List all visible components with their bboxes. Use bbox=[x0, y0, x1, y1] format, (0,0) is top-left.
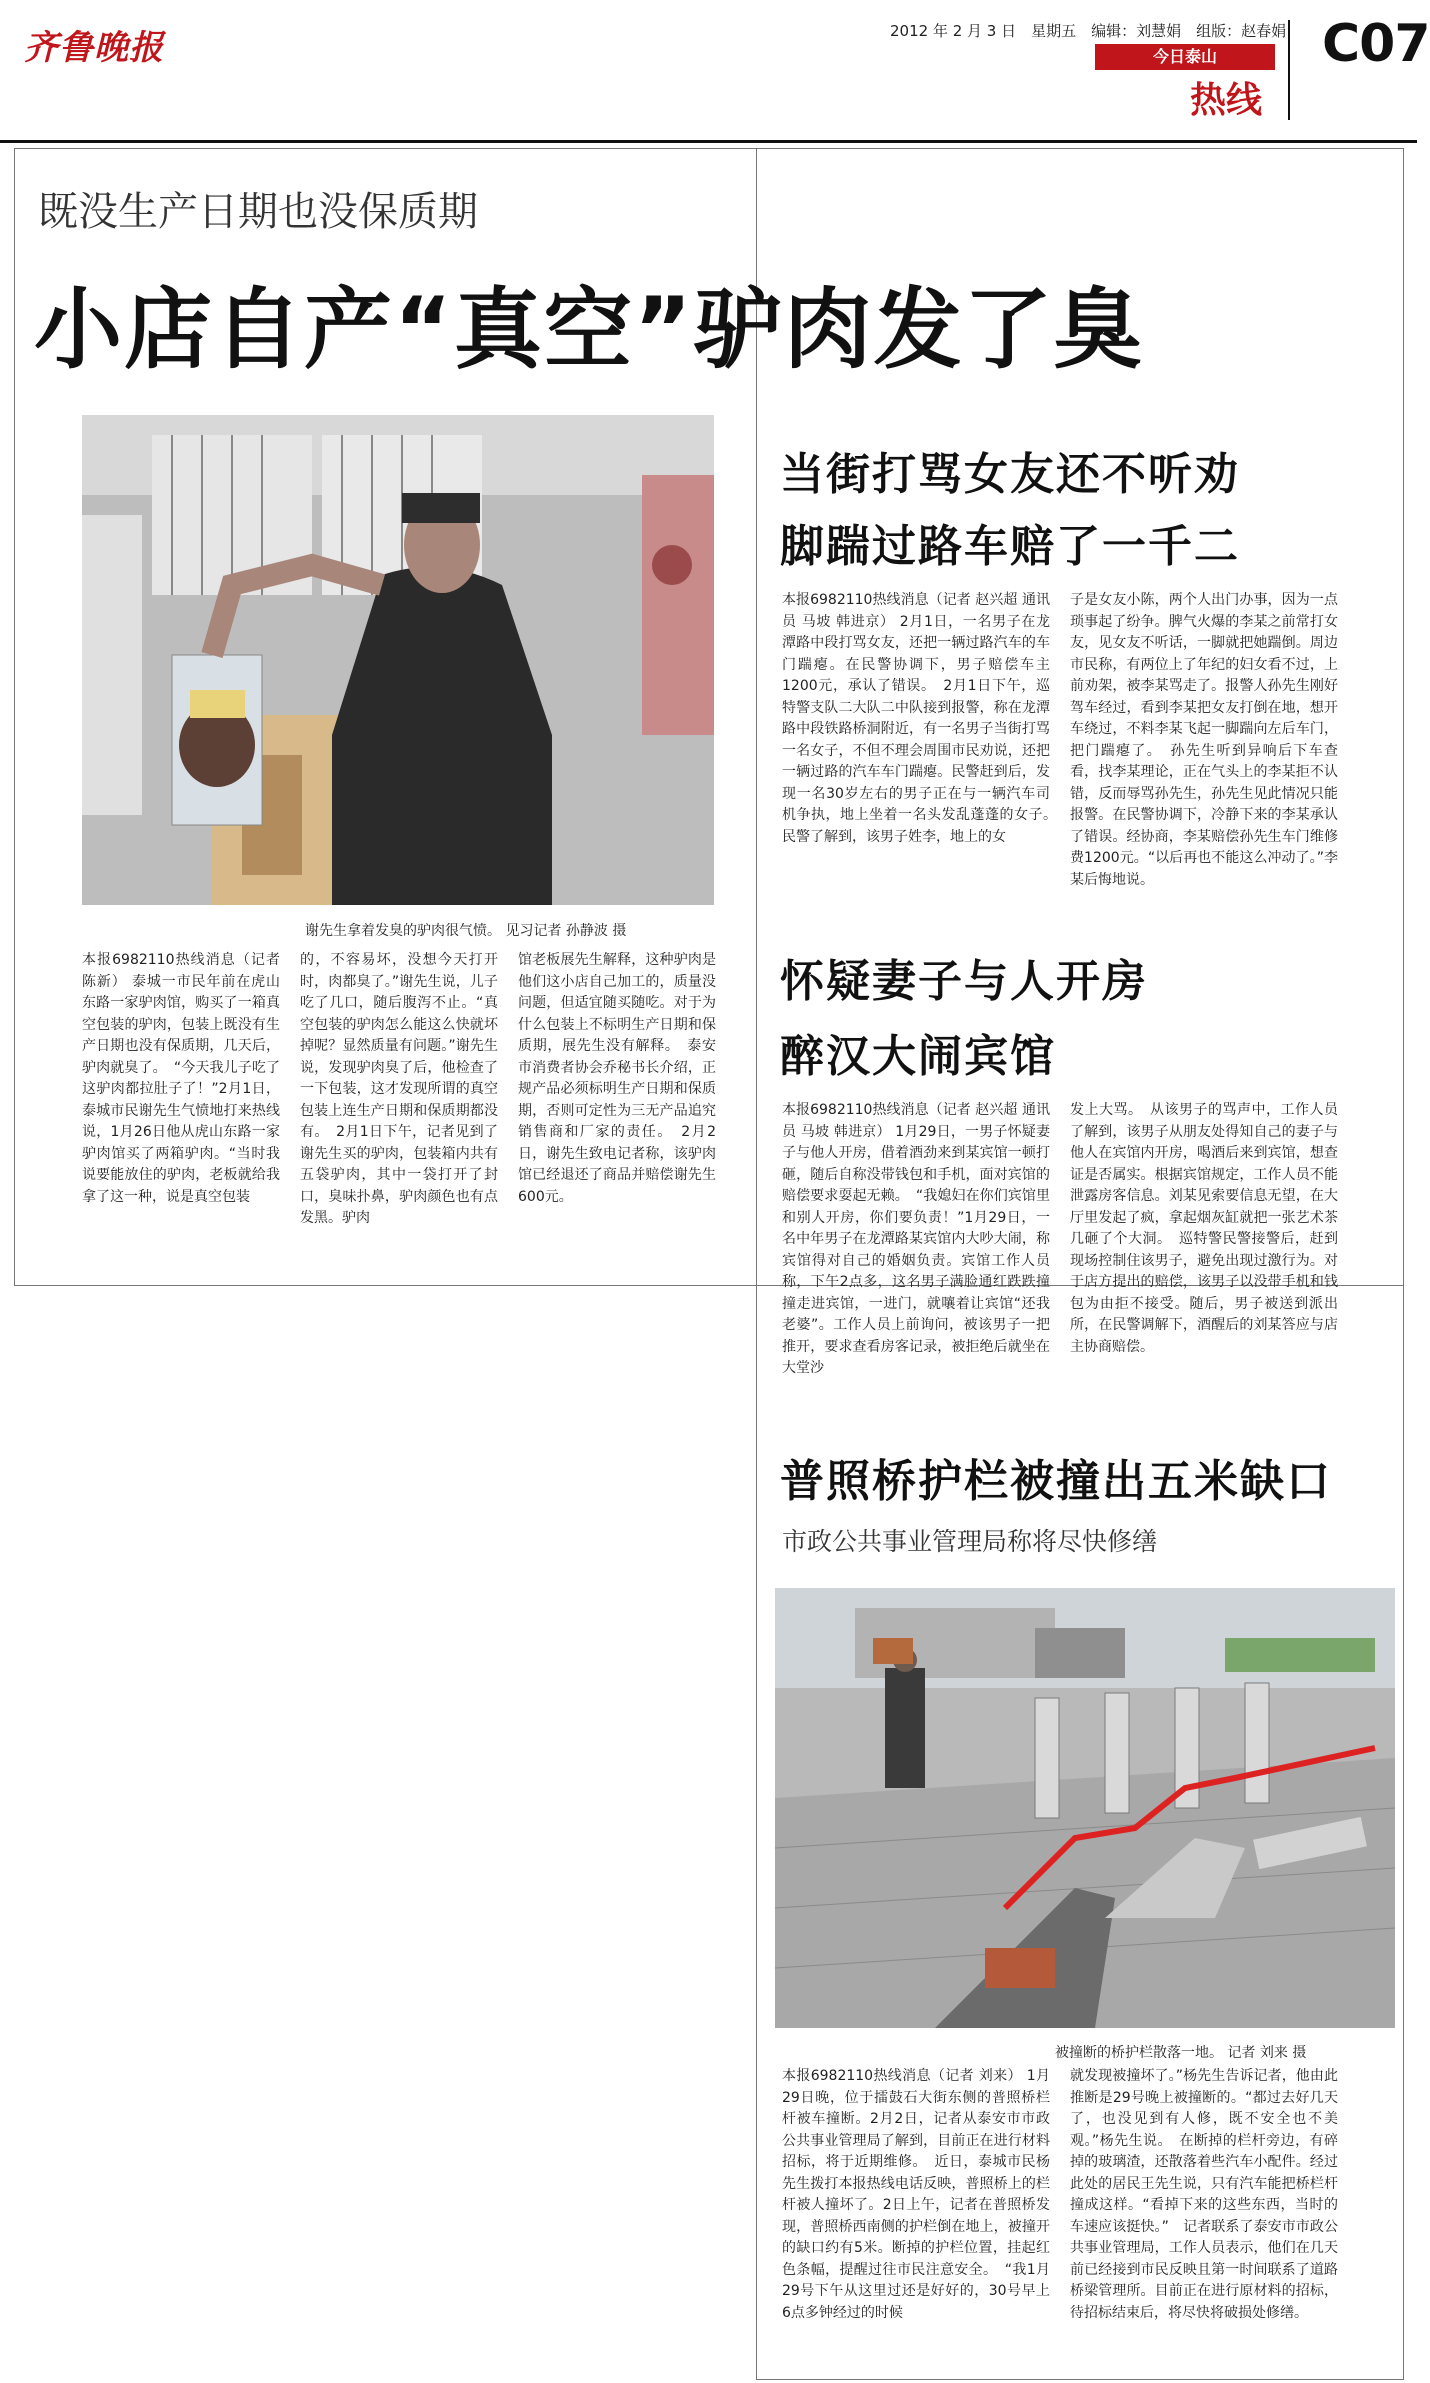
newspaper-logo: 齐鲁晚报 bbox=[24, 28, 164, 68]
top-rule bbox=[0, 140, 1417, 143]
page-number: C07 bbox=[1322, 14, 1430, 74]
story2-column-1: 本报6982110热线消息（记者 赵兴超 通讯员 马坡 韩进京） 2月1日，一名男子在龙潭路中段打骂女友，还把一辆过路汽车的车门踹瘪。在民警协调下，男子赔偿车主1200元，承认了错误。 2月1日下午，巡特警支队二大队二中队接到报警，称在龙潭路中段铁路桥洞附近，有一名男子当街打骂一名女子，不但不理会周围市民劝说，还把一辆过路的汽车车门踹瘪。民警赶到后，发现一名30岁左右的男子正在与一辆汽车司机争执，地上坐着一名头发乱蓬蓬的女子。 民警了解到，该男子姓李，地上的女 bbox=[782, 592, 1064, 845]
story2-title-line1: 当街打骂女友还不听劝 bbox=[780, 449, 1240, 500]
lead-column-3: 馆老板展先生解释，这种驴肉是他们这小店自己加工的，质量没问题，但适宜随买随吃。对于为什么包装上不标明生产日期和保质期，展先生没有解释。 泰安市消费者协会乔秘书长介绍，正规产品必须标明生产日期和保质期，否则可定性为三无产品追究销售商和厂家的责任。 2月2日，谢先生致电记者称，该驴肉馆已经退还了商品并赔偿谢先生600元。 bbox=[518, 952, 716, 1205]
lead-headline: 小店自产“真空”驴肉发了臭 bbox=[34, 278, 1144, 381]
lead-photo bbox=[82, 415, 714, 905]
story4-photo-caption: 被撞断的桥护栏散落一地。 记者 刘来 摄 bbox=[1055, 2045, 1307, 2061]
lead-kicker: 既没生产日期也没保质期 bbox=[38, 189, 478, 235]
story2-column-2: 子是女友小陈，两个人出门办事，因为一点琐事起了纷争。脾气火爆的李某之前常打女友，见女友不听话，一脚就把她踹倒。周边市民称，有两位上了年纪的妇女看不过，上前劝架，被李某骂走了。报警人孙先生刚好驾车经过，看到李某把女友打倒在地，想开车绕过，不料李某飞起一脚踹向左后车门，把门踹瘪了。 孙先生听到异响后下车查看，找李某理论，正在气头上的李某拒不认错，反而辱骂孙先生，孙先生见此情况只能报警。在民警协调下，冷静下来的李某承认了错误。经协商，李某赔偿孙先生车门维修费1200元。“以后再也不能这么冲动了。”李某后悔地说。 bbox=[1070, 592, 1338, 888]
story4-photo bbox=[775, 1588, 1395, 2028]
story3-title-line1: 怀疑妻子与人开房 bbox=[780, 956, 1148, 1007]
lead-column-1: 本报6982110热线消息（记者 陈新） 泰城一市民年前在虎山东路一家驴肉馆，购买了一箱真空包装的驴肉，包装上既没有生产日期也没有保质期，几天后，驴肉就臭了。 “今天我儿子吃了这驴肉都拉肚子了！”2月1日，泰城市民谢先生气愤地打来热线说，1月26日他从虎山东路一家驴肉馆买了两箱驴肉。“当时我说要能放住的驴肉，老板就给我拿了这一种，说是真空包装 bbox=[82, 952, 280, 1205]
story4-column-2: 就发现被撞坏了。”杨先生告诉记者，他由此推断是29号晚上被撞断的。“都过去好几天了，也没见到有人修，既不安全也不美观。”杨先生说。 在断掉的栏杆旁边，有碎掉的玻璃渣，还散落着些汽车小配件。经过此处的居民王先生说，只有汽车能把桥栏杆撞成这样。“看掉下来的这些东西，当时的车速应该挺快。” 记者联系了泰安市市政公共事业管理局，工作人员表示，他们在几天前已经接到市民反映且第一时间联系了道路桥梁管理所。目前正在进行原材料的招标，待招标结束后，将尽快将破损处修缮。 bbox=[1070, 2068, 1338, 2321]
lead-photo-caption: 谢先生拿着发臭的驴肉很气愤。 见习记者 孙静波 摄 bbox=[305, 923, 627, 939]
lead-column-2: 的，不容易坏，没想今天打开时，肉都臭了。”谢先生说，儿子吃了几口，随后腹泻不止。“真空包装的驴肉怎么能这么快就坏掉呢？显然质量有问题。”谢先生说，发现驴肉臭了后，他检查了一下包装，这才发现所谓的真空包装上连生产日期和保质期都没有。 2月1日下午，记者见到了谢先生买的驴肉，包装箱内共有五袋驴肉，其中一袋打开了封口，臭味扑鼻，驴肉颜色也有点发黑。驴肉 bbox=[300, 952, 498, 1226]
story4-subtitle: 市政公共事业管理局称将尽快修缮 bbox=[782, 1527, 1158, 1556]
story3-title-line2: 醉汉大闹宾馆 bbox=[780, 1031, 1056, 1082]
story3-column-2: 发上大骂。 从该男子的骂声中，工作人员了解到，该男子从朋友处得知自己的妻子与他人在宾馆内开房，喝酒后来到宾馆，想查证是否属实。根据宾馆规定，工作人员不能泄露房客信息。刘某见索要信息无望，在大厅里发起了疯，拿起烟灰缸就把一张艺术茶几砸了个大洞。 巡特警民警接警后，赶到现场控制住该男子，避免出现过激行为。对于店方提出的赔偿，该男子以没带手机和钱包为由拒不接受。随后，男子被送到派出所，在民警调解下，酒醒后的刘某答应与店主协商赔偿。 bbox=[1070, 1102, 1338, 1355]
story4-title: 普照桥护栏被撞出五米缺口 bbox=[780, 1456, 1332, 1507]
story2-title-line2: 脚踹过路车赔了一千二 bbox=[780, 521, 1240, 572]
column-title: 热线 bbox=[1190, 80, 1263, 121]
issue-meta: 2012 年 2 月 3 日 星期五 编辑：刘慧娟 组版：赵春娟 bbox=[890, 22, 1287, 40]
story4-column-1: 本报6982110热线消息（记者 刘来） 1月29日晚，位于擂鼓石大街东侧的普照桥栏杆被车撞断。2月2日，记者从泰安市市政公共事业管理局了解到，目前正在进行材料招标，将于近期维修。 近日，泰城市民杨先生拨打本报热线电话反映，普照桥上的栏杆被人撞坏了。2日上午，记者在普照桥发现，普照桥西南侧的护栏倒在地上，被撞开的缺口约有5米。断掉的护栏位置，挂起红色条幅，提醒过往市民注意安全。 “我1月29号下午从这里过还是好好的，30号早上6点多钟经过的时候 bbox=[782, 2068, 1050, 2321]
bridge-railing-photo-image bbox=[775, 1588, 1395, 2028]
donkey-meat-photo-image bbox=[82, 415, 714, 905]
masthead-divider bbox=[1288, 20, 1290, 120]
story3-column-1: 本报6982110热线消息（记者 赵兴超 通讯员 马坡 韩进京） 1月29日，一男子怀疑妻子与他人开房，借着酒劲来到某宾馆一顿打砸，随后自称没带钱包和手机，面对宾馆的赔偿要求耍起无赖。 “我媳妇在你们宾馆里和别人开房，你们要负责！”1月29日，一名中年男子在龙潭路某宾馆内大吵大闹，称宾馆得对自己的婚姻负责。宾馆工作人员称，下午2点多，这名男子满脸通红跌跌撞撞走进宾馆，一进门，就嚷着让宾馆“还我老婆”。工作人员上前询问，被该男子一把推开，要求查看房客记录，被拒绝后就坐在大堂沙 bbox=[782, 1102, 1050, 1376]
section-badge: 今日泰山 bbox=[1095, 44, 1275, 70]
